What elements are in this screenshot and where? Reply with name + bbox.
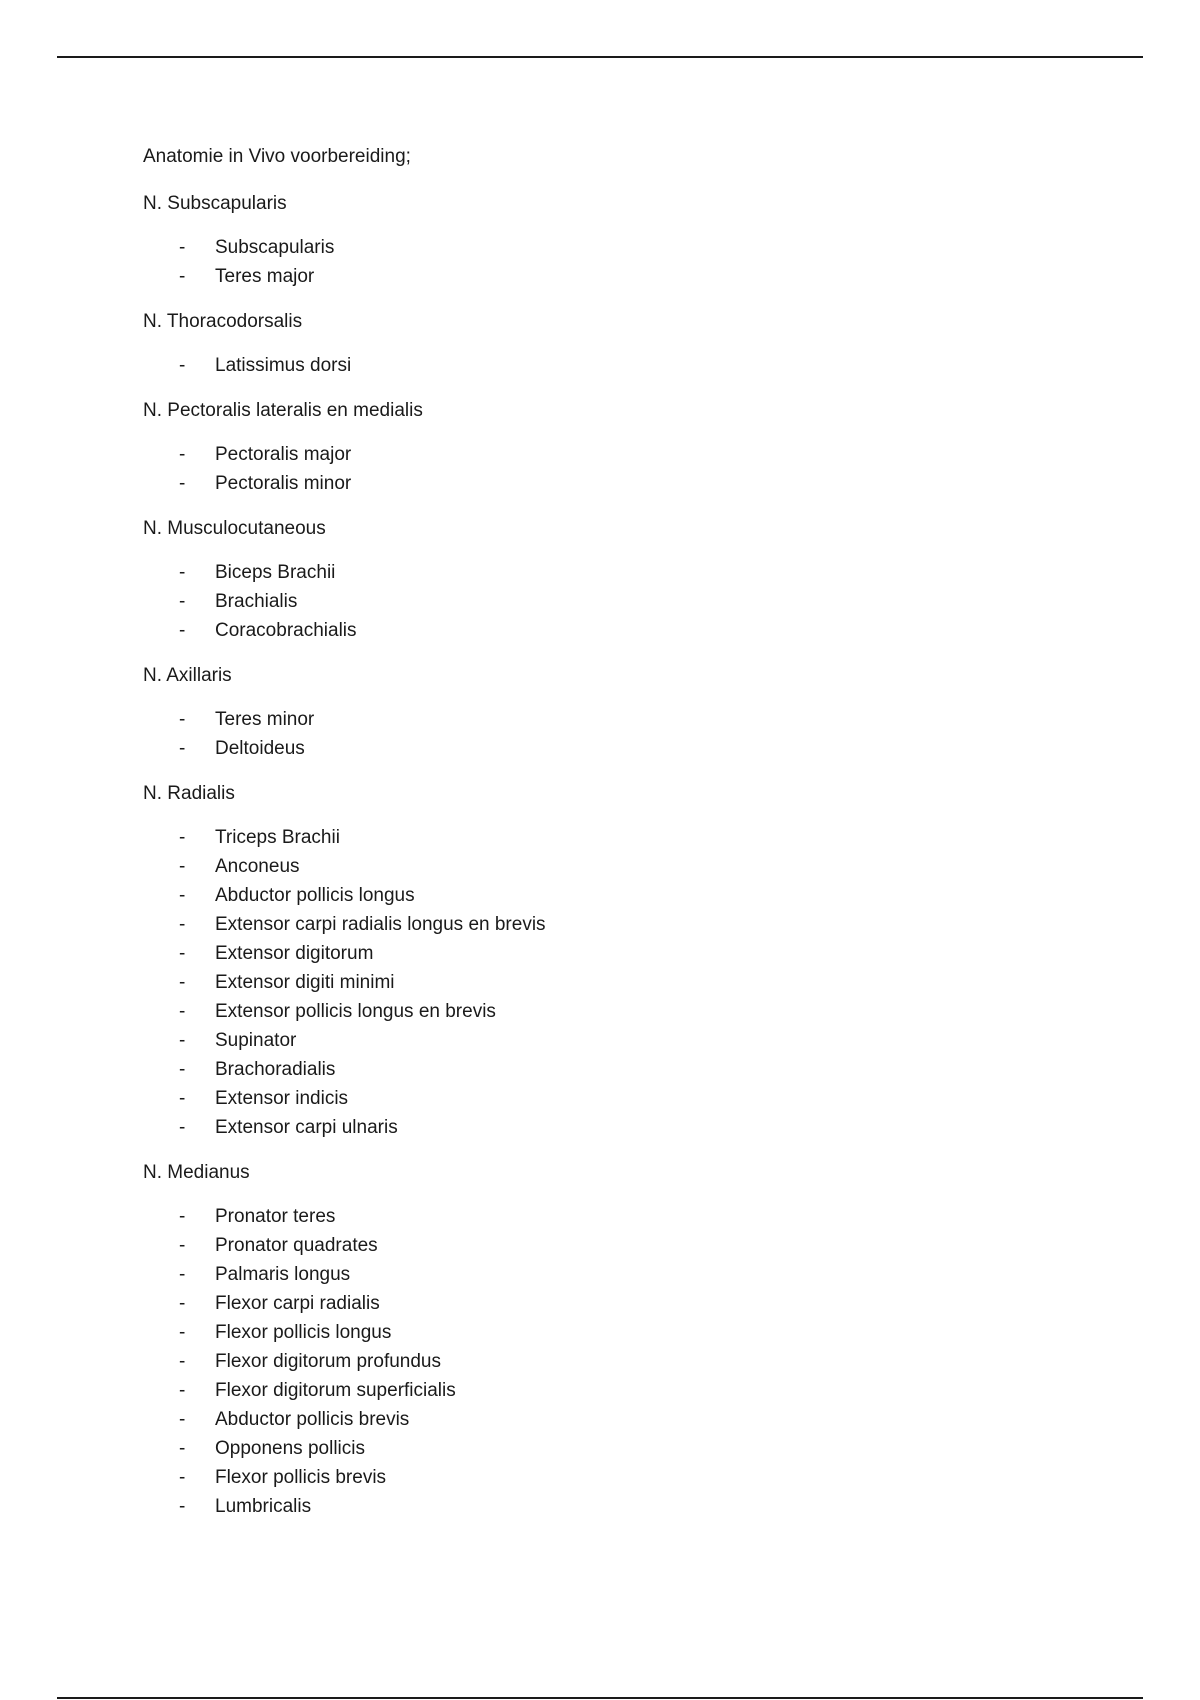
bullet-dash: - xyxy=(179,1001,186,1022)
muscle-list-item xyxy=(143,734,1043,763)
muscle-list-item xyxy=(143,910,1043,939)
nerve-heading: N. Medianus xyxy=(143,1162,250,1183)
muscle-list-item xyxy=(143,262,1043,291)
muscle-name: Extensor carpi radialis longus en brevis xyxy=(215,914,546,935)
muscle-list-item xyxy=(143,616,1043,645)
bullet-dash: - xyxy=(179,473,186,494)
muscle-name: Flexor digitorum profundus xyxy=(215,1351,441,1372)
nerve-section xyxy=(143,515,1043,645)
bullet-dash: - xyxy=(179,1117,186,1138)
bullet-dash: - xyxy=(179,1235,186,1256)
muscle-list-item xyxy=(143,1492,1043,1521)
nerve-section xyxy=(143,780,1043,1142)
bullet-dash: - xyxy=(179,856,186,877)
nerve-heading: N. Pectoralis lateralis en medialis xyxy=(143,400,423,421)
muscle-list xyxy=(143,1202,1043,1521)
bullet-dash: - xyxy=(179,1322,186,1343)
bullet-dash: - xyxy=(179,1380,186,1401)
muscle-list-item xyxy=(143,1347,1043,1376)
bullet-dash: - xyxy=(179,827,186,848)
bullet-dash: - xyxy=(179,266,186,287)
bullet-dash: - xyxy=(179,355,186,376)
muscle-name: Flexor digitorum superficialis xyxy=(215,1380,456,1401)
muscle-name: Subscapularis xyxy=(215,237,335,258)
muscle-name: Flexor pollicis longus xyxy=(215,1322,392,1343)
muscle-list-item xyxy=(143,233,1043,262)
muscle-list-item xyxy=(143,1084,1043,1113)
nerve-heading: N. Musculocutaneous xyxy=(143,518,326,539)
muscle-name: Flexor pollicis brevis xyxy=(215,1467,387,1488)
muscle-list-item xyxy=(143,997,1043,1026)
muscle-list-item xyxy=(143,1405,1043,1434)
nerve-section xyxy=(143,397,1043,498)
bottom-rule xyxy=(57,1697,1143,1699)
bullet-dash: - xyxy=(179,1438,186,1459)
muscle-list-item xyxy=(143,558,1043,587)
bullet-dash: - xyxy=(179,1030,186,1051)
muscle-name: Teres minor xyxy=(215,709,315,730)
muscle-name: Teres major xyxy=(215,266,315,287)
bullet-dash: - xyxy=(179,709,186,730)
bullet-dash: - xyxy=(179,1351,186,1372)
muscle-name: Latissimus dorsi xyxy=(215,355,352,376)
muscle-list-item xyxy=(143,823,1043,852)
muscle-name: Supinator xyxy=(215,1030,297,1051)
muscle-list-item xyxy=(143,440,1043,469)
muscle-name: Extensor digitorum xyxy=(215,943,374,964)
muscle-name: Brachialis xyxy=(215,591,298,612)
bullet-dash: - xyxy=(179,1496,186,1517)
muscle-name: Coracobrachialis xyxy=(215,620,357,641)
muscle-name: Biceps Brachii xyxy=(215,562,336,583)
muscle-list-item xyxy=(143,1202,1043,1231)
muscle-list-item xyxy=(143,1289,1043,1318)
muscle-name: Pronator teres xyxy=(215,1206,336,1227)
bullet-dash: - xyxy=(179,237,186,258)
nerve-heading: N. Radialis xyxy=(143,783,235,804)
muscle-list-item xyxy=(143,939,1043,968)
muscle-list xyxy=(143,233,1043,291)
nerve-sections xyxy=(143,190,1043,1521)
nerve-heading: N. Axillaris xyxy=(143,665,232,686)
muscle-name: Triceps Brachii xyxy=(215,827,340,848)
muscle-list-item xyxy=(143,1055,1043,1084)
muscle-list-item xyxy=(143,587,1043,616)
muscle-list-item xyxy=(143,351,1043,380)
muscle-name: Extensor indicis xyxy=(215,1088,349,1109)
bullet-dash: - xyxy=(179,1059,186,1080)
bullet-dash: - xyxy=(179,444,186,465)
muscle-list xyxy=(143,440,1043,498)
bullet-dash: - xyxy=(179,562,186,583)
muscle-list-item xyxy=(143,1463,1043,1492)
muscle-name: Extensor digiti minimi xyxy=(215,972,395,993)
muscle-name: Lumbricalis xyxy=(215,1496,312,1517)
muscle-name: Extensor carpi ulnaris xyxy=(215,1117,398,1138)
muscle-name: Extensor pollicis longus en brevis xyxy=(215,1001,496,1022)
muscle-name: Pectoralis minor xyxy=(215,473,352,494)
bullet-dash: - xyxy=(179,914,186,935)
muscle-name: Brachoradialis xyxy=(215,1059,336,1080)
muscle-name: Anconeus xyxy=(215,856,300,877)
nerve-section xyxy=(143,1159,1043,1521)
document-body xyxy=(143,143,1043,1538)
bullet-dash: - xyxy=(179,972,186,993)
muscle-list xyxy=(143,351,1043,380)
muscle-name: Pectoralis major xyxy=(215,444,352,465)
document-title: Anatomie in Vivo voorbereiding; xyxy=(143,146,411,167)
muscle-name: Flexor carpi radialis xyxy=(215,1293,380,1314)
muscle-list xyxy=(143,558,1043,645)
bullet-dash: - xyxy=(179,1264,186,1285)
bullet-dash: - xyxy=(179,620,186,641)
muscle-list-item xyxy=(143,1376,1043,1405)
muscle-list-item xyxy=(143,1231,1043,1260)
nerve-heading: N. Thoracodorsalis xyxy=(143,311,303,332)
muscle-list-item xyxy=(143,469,1043,498)
muscle-list xyxy=(143,705,1043,763)
muscle-name: Abductor pollicis longus xyxy=(215,885,415,906)
nerve-section xyxy=(143,662,1043,763)
nerve-heading: N. Subscapularis xyxy=(143,193,287,214)
muscle-name: Palmaris longus xyxy=(215,1264,351,1285)
bullet-dash: - xyxy=(179,1467,186,1488)
muscle-list xyxy=(143,823,1043,1142)
muscle-list-item xyxy=(143,968,1043,997)
muscle-list-item xyxy=(143,1026,1043,1055)
nerve-section xyxy=(143,190,1043,291)
nerve-section xyxy=(143,308,1043,380)
muscle-list-item xyxy=(143,1434,1043,1463)
bullet-dash: - xyxy=(179,738,186,759)
muscle-list-item xyxy=(143,852,1043,881)
muscle-name: Abductor pollicis brevis xyxy=(215,1409,410,1430)
bullet-dash: - xyxy=(179,1293,186,1314)
bullet-dash: - xyxy=(179,591,186,612)
bullet-dash: - xyxy=(179,943,186,964)
bullet-dash: - xyxy=(179,1409,186,1430)
muscle-name: Opponens pollicis xyxy=(215,1438,365,1459)
muscle-name: Pronator quadrates xyxy=(215,1235,378,1256)
top-rule xyxy=(57,56,1143,58)
muscle-list-item xyxy=(143,1113,1043,1142)
muscle-list-item xyxy=(143,881,1043,910)
bullet-dash: - xyxy=(179,1206,186,1227)
muscle-list-item xyxy=(143,1260,1043,1289)
bullet-dash: - xyxy=(179,885,186,906)
muscle-list-item xyxy=(143,1318,1043,1347)
bullet-dash: - xyxy=(179,1088,186,1109)
muscle-name: Deltoideus xyxy=(215,738,305,759)
muscle-list-item xyxy=(143,705,1043,734)
